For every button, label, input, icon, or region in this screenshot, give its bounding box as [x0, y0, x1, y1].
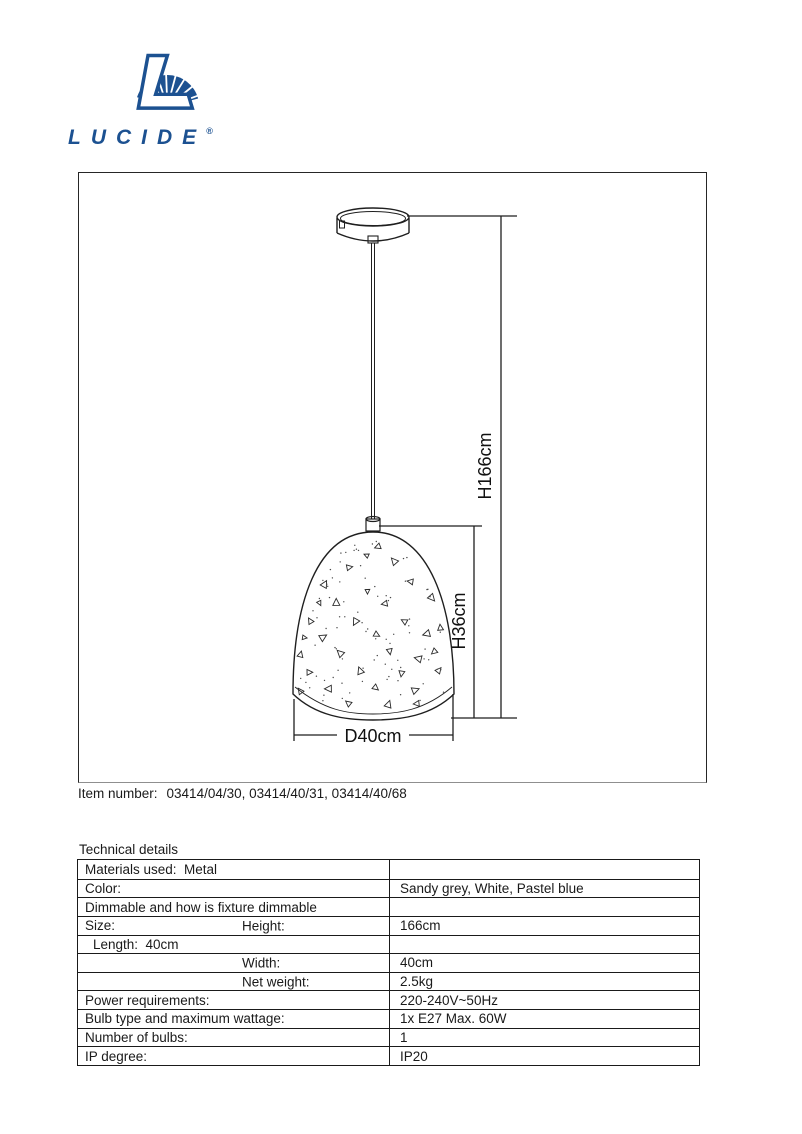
item-number-line	[78, 786, 407, 801]
row-label: Materials used: Metal	[85, 861, 218, 877]
row-label: Number of bulbs:	[85, 1030, 188, 1046]
table-cell-value: 2.5kg	[400, 974, 434, 990]
table-row	[78, 972, 699, 991]
row-label: Dimmable and how is fixture dimmable	[85, 899, 317, 915]
table-cell-value: 220-240V~50Hz	[400, 992, 498, 1008]
table-cell-label	[78, 1010, 390, 1028]
table-cell-label	[78, 991, 390, 1009]
table-cell-label	[78, 954, 390, 972]
row-sublabel: Width:	[242, 955, 281, 971]
row-label: Power requirements:	[85, 992, 210, 1008]
row-sublabel: Net weight:	[242, 974, 310, 990]
table-row	[78, 1028, 699, 1047]
row-label: Length: 40cm	[93, 936, 179, 952]
table-cell-value: 1x E27 Max. 60W	[400, 1011, 507, 1027]
row-sublabel: Height:	[242, 918, 285, 934]
table-cell-value: IP20	[400, 1048, 428, 1064]
table-row	[78, 879, 699, 898]
table-cell-value	[390, 860, 699, 879]
brand-name-text: LUCIDE	[68, 126, 207, 149]
dim-label-diameter: D40cm	[344, 726, 402, 746]
table-cell-value: 1	[400, 1030, 408, 1046]
item-number-value: 03414/04/30, 03414/40/31, 03414/40/68	[166, 786, 407, 801]
dim-label-total-height: H166cm	[475, 432, 495, 500]
table-cell-label	[78, 973, 390, 991]
table-cell-value	[390, 936, 699, 954]
pendant-lamp-drawing	[79, 173, 708, 784]
table-cell-value: 40cm	[400, 955, 434, 971]
ceiling-canopy	[337, 208, 409, 243]
table-cell-value: 166cm	[400, 918, 441, 934]
lucide-logo-icon	[112, 50, 202, 122]
technical-details-heading: Technical details	[79, 842, 179, 857]
table-row	[78, 897, 699, 916]
table-cell-label	[78, 1029, 390, 1047]
suspension-cable	[372, 243, 375, 519]
table-cell-label	[78, 898, 390, 916]
table-cell-label	[78, 1047, 390, 1065]
row-label: IP degree:	[85, 1048, 148, 1064]
table-cell-value: Sandy grey, White, Pastel blue	[400, 880, 584, 896]
table-row	[78, 916, 699, 935]
table-row	[78, 1009, 699, 1028]
table-cell-label	[78, 860, 390, 879]
registered-mark: ®	[206, 126, 213, 136]
table-cell-label	[78, 917, 390, 935]
table-cell-value	[390, 898, 699, 916]
lamp-shade	[293, 532, 454, 720]
brand-logo	[62, 44, 232, 159]
item-number-label: Item number:	[78, 786, 158, 801]
table-row	[78, 860, 699, 879]
technical-drawing-frame	[78, 172, 707, 783]
table-row	[78, 990, 699, 1009]
table-cell-label	[78, 880, 390, 898]
table-row	[78, 953, 699, 972]
row-label: Bulb type and maximum wattage:	[85, 1011, 285, 1027]
dim-label-shade-height: H36cm	[449, 592, 469, 650]
brand-name	[68, 126, 232, 150]
table-cell-label	[78, 936, 390, 954]
row-label: Size:	[85, 918, 116, 934]
technical-details-table	[77, 859, 700, 1066]
row-label: Color:	[85, 880, 122, 896]
table-row	[78, 1046, 699, 1065]
shade-fitting	[366, 517, 380, 532]
table-row	[78, 935, 699, 954]
